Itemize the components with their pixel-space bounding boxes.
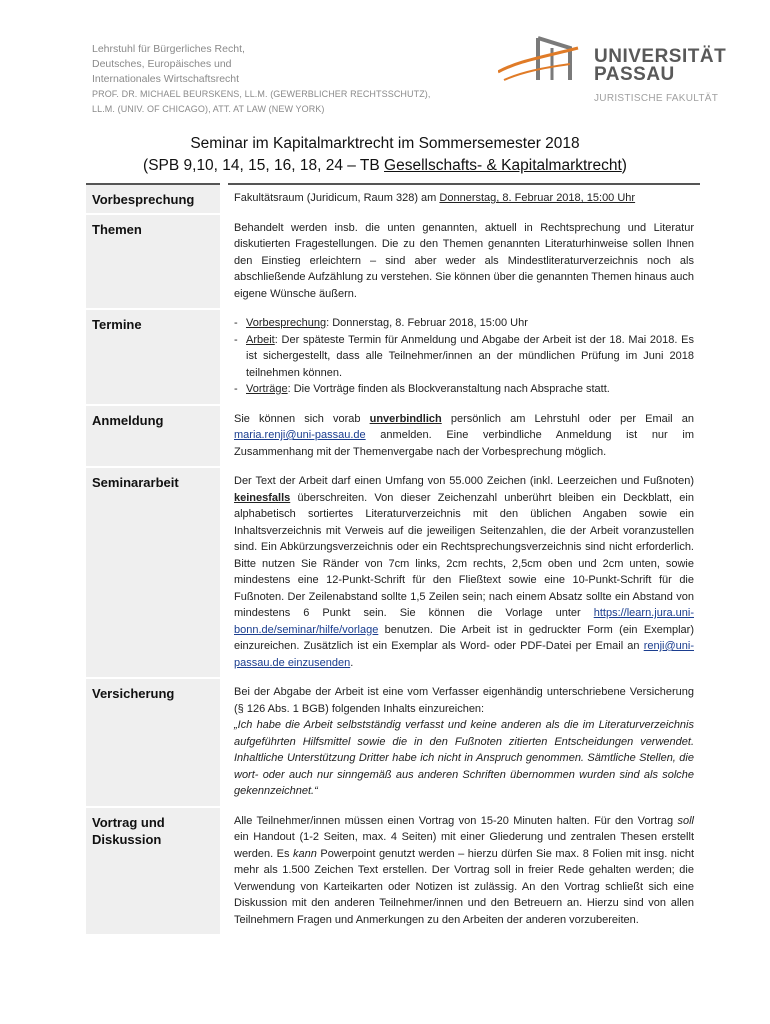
row-label-themen: Themen: [86, 214, 220, 310]
anmeldung-email-link[interactable]: maria.renji@uni-passau.de: [234, 429, 366, 441]
row-content-versicherung: [228, 678, 700, 807]
list-item: [234, 315, 694, 332]
versicherung-quote: „Ich habe die Arbeit selbstständig verfasst und keine anderen als die im Literaturverzeichnis aufgeführten Hilfsmittel sowie die in den Fußnoten zitierten Entscheidungen verwendet. Inhaltliche Unterstützung Dritter habe ich nicht in Anspruch genommen. Sämtliche Stellen, die wort- oder auch nur sinngemäß aus anderen Schriften übernommen wurden sind als solche gekennzeichnet.“: [234, 719, 694, 797]
professor-line: LL.M. (UNIV. OF CHICAGO), ATT. AT LAW (NEW YORK): [92, 104, 325, 114]
anmeldung-text: anmelden. Eine verbindliche Anmeldung ist nur im Zusammenhang mit der Themenvergabe nach der Vorbesprechung möglich.: [234, 429, 694, 458]
row-content-vortrag: [228, 807, 700, 936]
anmeldung-emphasis: unverbindlich: [369, 412, 442, 425]
seminararbeit-text: Der Text der Arbeit darf einen Umfang von 55.000 Zeichen (inkl. Leerzeichen und Fußnoten): [234, 475, 694, 487]
termine-text: : Donnerstag, 8. Februar 2018, 15:00 Uhr: [326, 317, 528, 329]
termine-term: Arbeit: [246, 333, 275, 346]
vortrag-text: Powerpoint genutzt werden – hierzu dürfen Sie max. 8 Folien mit insg. nicht mehr als 1.500 Zeichen Text erstellen. Der Vortrag soll in freier Rede gehalten werden; die Verwendung von Karteikarten oder Notizen ist zulässig. An den Vortrag schließt sich eine Diskussion mit den anderen Teilnehmer/innen und den Betreuern an. Hierzu sind von allen Teilnehmern Fragen und Anmerkungen zu den Arbeiten der anderen vorzubereiten.: [234, 847, 694, 926]
seminararbeit-text: benutzen. Die Arbeit ist in gedruckter Form (ein Exemplar) einzureichen. Zusätzlich ist ein Exemplar als Word- oder PDF-Datei per Email an: [234, 623, 694, 652]
chair-line: Internationales Wirtschaftsrecht: [92, 73, 240, 85]
seminar-info-table: [86, 183, 700, 936]
list-item: [234, 332, 694, 382]
anmeldung-text: Sie können sich vorab: [234, 412, 370, 425]
seminararbeit-text: überschreiten. Von dieser Zeichenzahl unberührt bleiben ein Deckblatt, ein alphabetisch sortiertes Literaturverzeichnis mit den üblichen Angaben sowie ein Inhaltsverzeichnis mit Verweis auf die jeweiligen Seitenzahlen, die der Arbeit voranzustellen sind. Ein Abkürzungsverzeichnis oder ein Rechtsprechungsverzeichnis sind nicht erforderlich. Bitte nutzen Sie Ränder von 7cm links, 2cm rechts, 2,5cm oben und 2cm unten, sowie mindestens eine 12-Punkt-Schrift für den Fließtext sowie eine 10-Punkt-Schrift für die Fußnoten. Der Zeilenabstand sollte 1,5 Zeilen sein; nach einem Absatz sollte ein Abstand von mindestens 6 Punkt sein. Sie können die Vorlage unter: [234, 491, 694, 619]
university-gate-icon: [498, 36, 594, 86]
table-row: [86, 214, 700, 310]
row-label-vortrag: [86, 807, 220, 936]
vortrag-label-line: Vortrag und: [92, 814, 165, 830]
professor-line: PROF. DR. MICHAEL BEURSKENS, LL.M. (GEWERBLICHER RECHTSSCHUTZ),: [92, 89, 431, 99]
termine-text: : Die Vorträge finden als Blockveranstaltung nach Absprache statt.: [287, 383, 610, 395]
template-link[interactable]: https://learn.jura.uni-bonn.de/seminar/hilfe/vorlage: [234, 607, 694, 636]
title-suffix: ): [621, 157, 627, 174]
seminararbeit-text: .: [350, 656, 354, 669]
vorbesprechung-text: Fakultätsraum (Juridicum, Raum 328) am: [234, 192, 440, 204]
termine-term: Vorträge: [246, 383, 288, 395]
termine-list: [234, 315, 694, 398]
page-title: [0, 133, 770, 177]
vortrag-emphasis: kann: [293, 847, 317, 860]
table-row: [86, 405, 700, 468]
table-row: [86, 309, 700, 405]
row-content-vorbesprechung: [228, 184, 700, 214]
seminararbeit-emphasis: keinesfalls: [234, 491, 291, 504]
table-row: [86, 807, 700, 936]
logo-university: UNIVERSITÄT: [594, 46, 727, 67]
title-prefix: (SPB 9,10, 14, 15, 16, 18, 24 – TB: [143, 157, 385, 174]
logo-city: PASSAU: [594, 64, 675, 85]
row-label-anmeldung: Anmeldung: [86, 405, 220, 468]
table-row: [86, 184, 700, 214]
row-content-anmeldung: [228, 405, 700, 468]
termine-text: : Der späteste Termin für Anmeldung und Abgabe der Arbeit ist der 18. Mai 2018. Es ist sichergestellt, dass alle Teilnehmer/innen an der mündlichen Prüfung im Juni 2018 teilnehmen können.: [246, 333, 694, 379]
title-line1: Seminar im Kapitalmarktrecht im Sommersemester 2018: [190, 135, 580, 152]
table-row: [86, 467, 700, 678]
title-line2: [0, 155, 770, 177]
vortrag-label-line: Diskussion: [92, 831, 162, 847]
vortrag-text: Alle Teilnehmer/innen müssen einen Vortrag von 15-20 Minuten halten. Für den Vortrag: [234, 814, 678, 827]
versicherung-text: Bei der Abgabe der Arbeit ist eine vom Verfasser eigenhändig unterschriebene Versicherung (§ 126 Abs. 1 BGB) folgenden Inhalts einzureichen:: [234, 686, 694, 715]
chair-line: Deutsches, Europäisches und: [92, 58, 232, 70]
chair-line: Lehrstuhl für Bürgerliches Recht,: [92, 43, 245, 55]
table-row: [86, 678, 700, 807]
anmeldung-text: persönlich am Lehrstuhl oder per Email an: [441, 412, 694, 425]
vortrag-text: ein Handout (1-2 Seiten, max. 4 Seiten) mit einer Gliederung und zentralen Thesen erstellt werden. Es: [234, 831, 694, 860]
row-content-themen: Behandelt werden insb. die unten genannten, aktuell in Rechtsprechung und Literatur diskutierten Fragestellungen. Die zu den Themen genannten Literaturhinweise sollen Ihnen den Einstieg erleichtern – sind aber weder als Mindestliteraturverzeichnis noch als abschließende Aufzählung zu verstehen. Sie können über die genannten Themen hinaus auch eigene Wünsche äußern.: [228, 214, 700, 310]
row-label-versicherung: Versicherung: [86, 678, 220, 807]
row-content-seminararbeit: [228, 467, 700, 678]
university-logo: [498, 36, 738, 108]
row-content-termine: [228, 309, 700, 405]
vorbesprechung-date: Donnerstag, 8. Februar 2018, 15:00 Uhr: [439, 192, 636, 204]
list-item: [234, 381, 694, 398]
row-label-vorbesprechung: Vorbesprechung: [86, 184, 220, 214]
termine-term: Vorbesprechung: [246, 317, 327, 329]
vortrag-emphasis: soll: [677, 814, 694, 827]
logo-faculty: JURISTISCHE FAKULTÄT: [594, 93, 719, 104]
chair-info: [92, 42, 432, 117]
title-underlined: Gesellschafts- & Kapitalmarktrecht: [384, 157, 622, 174]
submission-email-link[interactable]: renji@uni-passau.de einzusenden: [234, 640, 694, 669]
row-label-termine: Termine: [86, 309, 220, 405]
row-label-seminararbeit: Seminararbeit: [86, 467, 220, 678]
